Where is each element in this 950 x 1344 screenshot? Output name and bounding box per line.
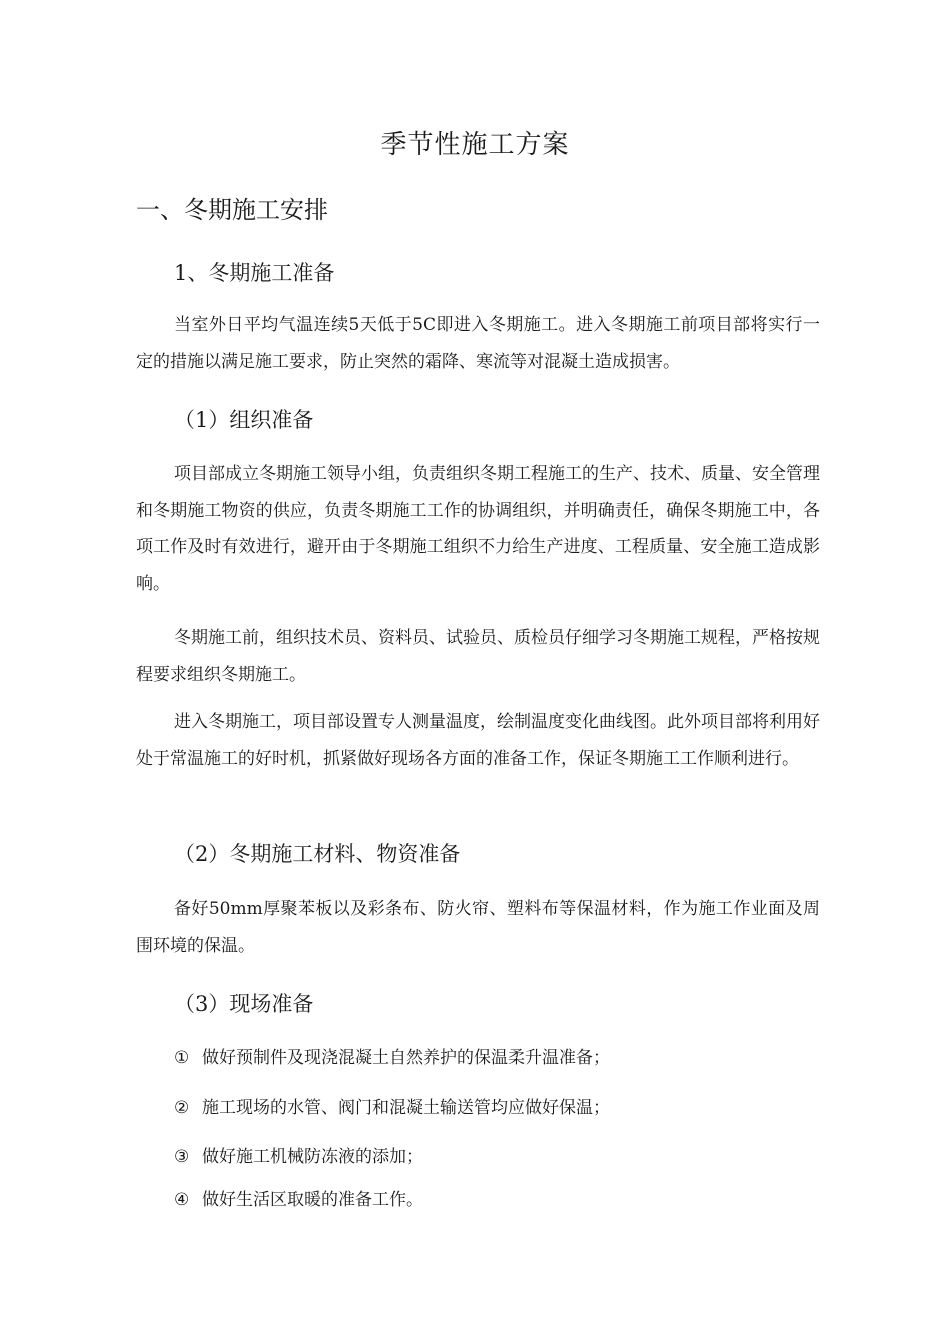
list-item (174, 1186, 423, 1214)
heading-site-preparation: （3）现场准备 (174, 992, 314, 1016)
organization-paragraph-1: 项目部成立冬期施工领导小组，负责组织冬期工程施工的生产、技术、质量、安全管理和冬期施工物资的供应，负责冬期施工工作的协调组织，并明确责任，确保冬期施工中，各项工作及时有效进行，避开由于冬期施工组织不力给生产进度、工程质量、安全施工造成影响。 (136, 464, 820, 594)
list-item-number: ② (174, 1098, 190, 1118)
heading-organization-preparation: （1）组织准备 (174, 408, 314, 432)
subsection-heading-preparation: 1、冬期施工准备 (174, 261, 335, 285)
list-item-number: ③ (174, 1147, 190, 1167)
document-title: 季节性施工方案 (380, 130, 570, 160)
list-item-number: ④ (174, 1190, 190, 1210)
list-item-text: 做好生活区取暖的准备工作。 (202, 1190, 423, 1210)
organization-paragraph-3: 进入冬期施工，项目部设置专人测量温度，绘制温度变化曲线图。此外项目部将利用好处于常温施工的好时机，抓紧做好现场各方面的准备工作，保证冬期施工工作顺利进行。 (136, 712, 820, 769)
section-heading-winter-construction: 一、冬期施工安排 (136, 196, 328, 224)
list-item-text: 做好施工机械防冻液的添加； (202, 1147, 423, 1167)
organization-paragraph-2: 冬期施工前，组织技术员、资料员、试验员、质检员仔细学习冬期施工规程，严格按规程要求组织冬期施工。 (136, 628, 820, 685)
list-item (174, 1094, 610, 1122)
list-item-text: 施工现场的水管、阀门和混凝土输送管均应做好保温； (202, 1098, 610, 1118)
list-item (174, 1143, 423, 1171)
materials-paragraph: 备好50mm厚聚苯板以及彩条布、防火帘、塑料布等保温材料，作为施工作业面及周围环境的保温。 (136, 899, 820, 956)
list-item (174, 1044, 610, 1072)
list-item-text: 做好预制件及现浇混凝土自然养护的保温柔升温准备； (202, 1048, 610, 1068)
heading-materials-preparation: （2）冬期施工材料、物资准备 (174, 842, 461, 866)
intro-paragraph: 当室外日平均气温连续5天低于5C即进入冬期施工。进入冬期施工前项目部将实行一定的措施以满足施工要求，防止突然的霜降、寒流等对混凝土造成损害。 (136, 315, 820, 372)
list-item-number: ① (174, 1048, 190, 1068)
